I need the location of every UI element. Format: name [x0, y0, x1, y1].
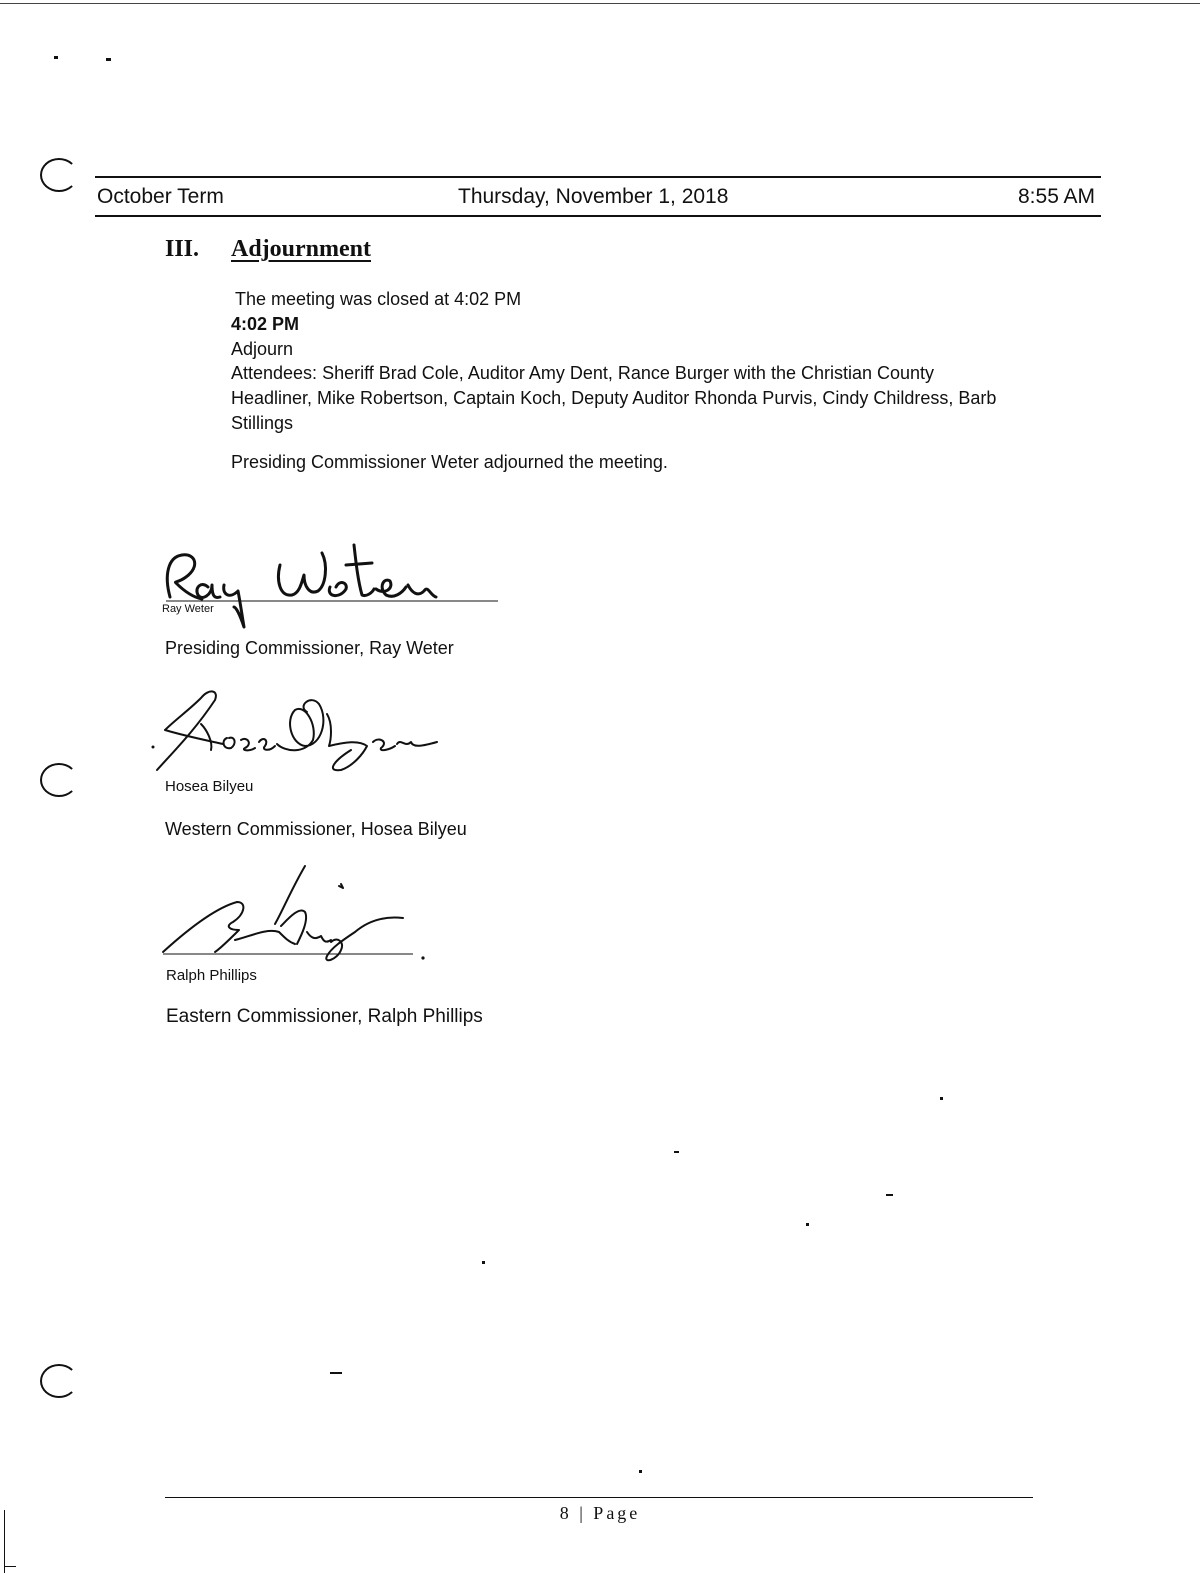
scan-speck — [940, 1097, 943, 1100]
header-time: 8:55 AM — [1018, 185, 1096, 208]
adjourned-statement: Presiding Commissioner Weter adjourned the meeting. — [231, 452, 668, 472]
signature-ray-weter — [150, 535, 510, 635]
scan-speck — [330, 1372, 342, 1374]
scan-edge-left — [4, 1510, 5, 1573]
section-number: III. — [165, 236, 200, 262]
signer-title-eastern: Eastern Commissioner, Ralph Phillips — [166, 1006, 483, 1027]
header-rule-top — [95, 176, 1101, 178]
signer-title-presiding: Presiding Commissioner, Ray Weter — [165, 638, 454, 658]
attendees-line-3: Stillings — [231, 413, 294, 433]
scan-speck — [482, 1261, 485, 1264]
signature-ralph-phillips-caption: Ralph Phillips — [166, 967, 257, 984]
binder-hole-top — [40, 158, 78, 192]
page-number: 8 | Page — [559, 1503, 641, 1523]
attendees-line-2: Headliner, Mike Robertson, Captain Koch, Deputy Auditor Rhonda Purvis, Cindy Childress, Barb — [231, 388, 997, 408]
scan-speck — [674, 1151, 679, 1153]
attendees-line-1: Attendees: Sheriff Brad Cole, Auditor Amy Dent, Rance Burger with the Christian County — [231, 363, 935, 383]
binder-hole-bottom — [40, 1364, 78, 1398]
signature-ralph-phillips — [155, 860, 445, 970]
meeting-closed-line: The meeting was closed at 4:02 PM — [235, 289, 522, 309]
adjourn-label: Adjourn — [231, 339, 294, 359]
scan-speck — [639, 1470, 642, 1473]
scan-speck — [106, 58, 111, 61]
signature-ray-weter-caption: Ray Weter — [162, 603, 214, 615]
scan-edge-bottom — [4, 1566, 16, 1567]
adjourn-time: 4:02 PM — [231, 314, 300, 334]
section-title: Adjournment — [231, 236, 372, 262]
signature-hosea-bilyeu-caption: Hosea Bilyeu — [165, 778, 254, 795]
header-date: Thursday, November 1, 2018 — [458, 185, 729, 208]
binder-hole-middle — [40, 763, 78, 797]
footer-rule — [165, 1497, 1033, 1498]
signer-title-western: Western Commissioner, Hosea Bilyeu — [165, 819, 467, 839]
signature-hosea-bilyeu — [145, 680, 455, 780]
scan-speck — [806, 1223, 809, 1226]
scan-edge-top — [0, 3, 1200, 4]
header-term: October Term — [97, 185, 224, 208]
header-rule-bottom — [95, 215, 1101, 217]
scan-speck — [886, 1194, 893, 1196]
scan-speck — [54, 56, 58, 59]
